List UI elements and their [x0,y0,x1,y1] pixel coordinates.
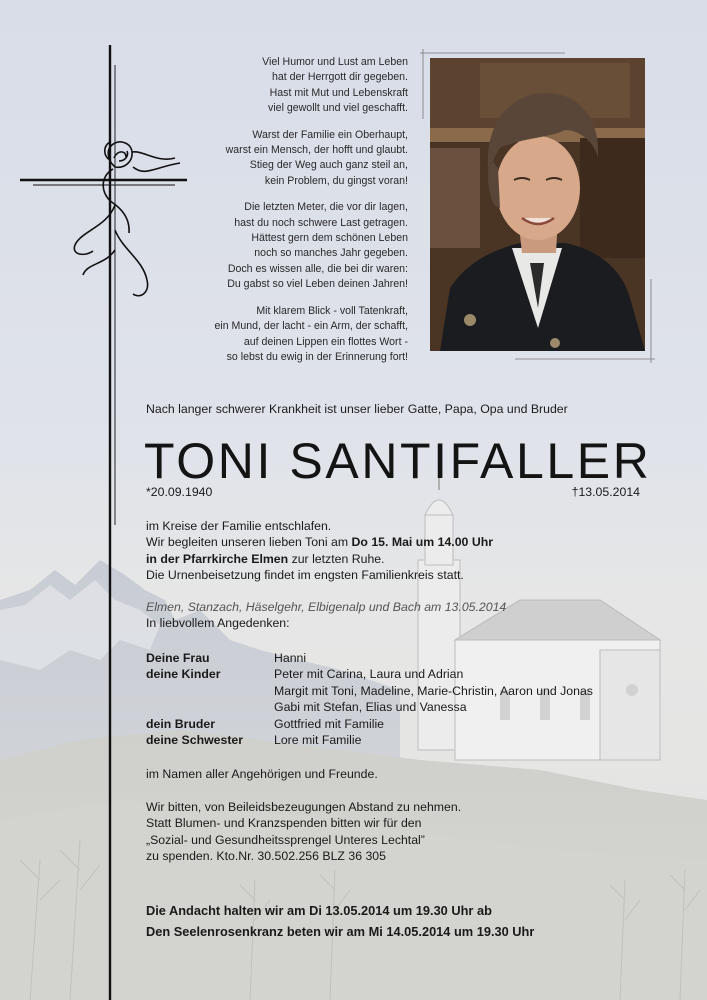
poem [160,55,408,376]
portrait-photo [430,58,645,351]
poem-line: Warst der Familie ein Oberhaupt, [252,128,408,141]
body-line-part: Wir begleiten unseren lieben Toni am [146,535,352,550]
body-line: Die Urnenbeisetzung findet im engsten Familienkreis statt. [146,567,464,582]
relation-label: Deine Frau [146,651,210,665]
relation-names: Hanni [274,651,307,665]
poem-line: ein Mund, der lacht - ein Arm, der schafft, [214,320,408,333]
relation-label: deine Kinder [146,667,221,682]
remembrance-line: In liebvollem Angedenken: [146,616,290,631]
poem-line: Die letzten Meter, die vor dir lagen, [244,201,408,214]
relation-label: dein Bruder [146,716,216,731]
intro-text: Nach langer schwerer Krankheit ist unser lieber Gatte, Papa, Opa und Bruder [146,402,568,416]
poem-line: Du gabst so viel Leben deinen Jahren! [227,278,408,291]
family-row [146,666,593,715]
family-row [146,716,593,732]
relation-names [274,666,593,715]
poem-line: Viel Humor und Lust am Leben [262,56,408,68]
birth-date: *20.09.1940 [146,485,213,499]
poem-line: hat der Herrgott dir gegeben. [271,71,408,84]
poem-line: Hättest gern dem schönen Leben [251,232,408,245]
poem-line: kein Problem, du gingst voran! [264,174,408,187]
funeral-details [146,518,493,583]
relatives-line [146,766,378,782]
body-line-part: zur letzten Ruhe. [288,551,385,566]
request-line: Wir bitten, von Beileidsbezeugungen Abstand zu nehmen. [146,800,462,814]
portrait-illustration [430,58,645,351]
family-list [146,650,593,748]
poem-line: warst ein Mensch, der hofft und glaubt. [225,144,408,157]
poem-line: auf deinen Lippen ein flottes Wort - [243,335,408,348]
prayer-times [146,900,534,942]
funeral-date: Do 15. Mai um 14.00 Uhr [351,535,493,550]
poem-stanza [160,200,408,292]
relation-label: deine Schwester [146,733,244,748]
deceased-name: TONI SANTIFALLER [144,433,652,489]
body-line [146,551,493,567]
prayer-line: Die Andacht halten wir am Di 13.05.2014 um 19.30 Uhr ab [146,903,492,918]
poem-line: Mit klarem Blick - voll Tatenkraft, [256,304,408,317]
family-row [146,732,593,748]
child-line: Peter mit Carina, Laura und Adrian [274,667,464,682]
places-block [146,599,506,632]
funeral-location: in der Pfarrkirche Elmen [146,551,289,566]
death-date: †13.05.2014 [571,485,640,499]
poem-line: Doch es wissen alle, die bei dir waren: [227,262,408,275]
poem-line: hast du noch schwere Last getragen. [234,216,408,229]
request-line: „Sozial- und Gesundheitssprengel Unteres Lechtal” [146,832,425,847]
child-line: Margit mit Toni, Madeline, Marie-Christin, Aaron und Jonas [274,683,593,698]
poem-line: Stieg der Weg auch ganz steil an, [249,159,408,172]
poem-line: so lebst du ewig in der Erinnerung fort! [226,350,408,363]
relatives-text: im Namen aller Angehörigen und Freunde. [146,767,378,781]
relation-names: Gottfried mit Familie [274,716,385,731]
places-line: Elmen, Stanzach, Häselgehr, Elbigenalp und Bach am 13.05.2014 [146,600,507,614]
poem-stanza [160,128,408,190]
poem-line: Hast mit Mut und Lebenskraft [269,86,408,99]
body-line: im Kreise der Familie entschlafen. [146,519,332,533]
poem-line: noch so manches Jahr gegeben. [254,247,408,260]
body-line [146,534,493,550]
poem-stanza [160,55,408,117]
poem-line: viel gewollt und viel geschafft. [268,102,408,115]
child-line: Gabi mit Stefan, Elias und Vanessa [274,700,467,715]
request-line: zu spenden. Kto.Nr. 30.502.256 BLZ 36 305 [146,848,386,863]
relation-names: Lore mit Familie [274,733,362,748]
donation-request [146,799,461,864]
poem-stanza [160,304,408,366]
request-line: Statt Blumen- und Kranzspenden bitten wir für den [146,816,422,831]
family-row [146,650,593,666]
prayer-line: Den Seelenrosenkranz beten wir am Mi 14.05.2014 um 19.30 Uhr [146,924,535,939]
